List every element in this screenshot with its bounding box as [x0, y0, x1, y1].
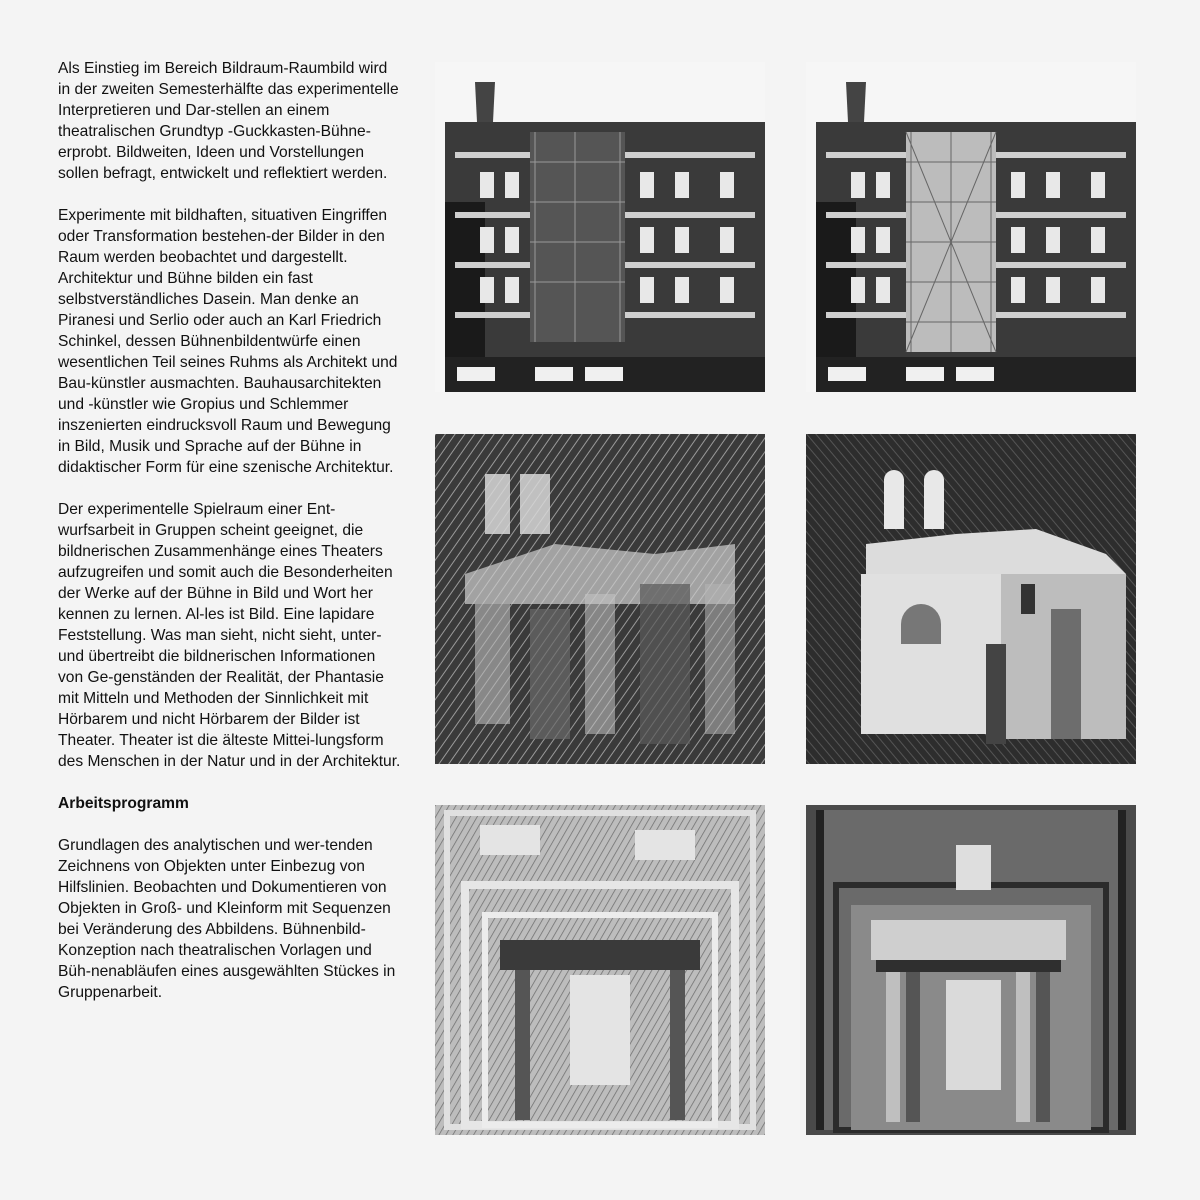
facade-photo-dark: [435, 62, 765, 392]
facade-photo-light-graphic: [806, 62, 1136, 392]
paragraph-intro: Als Einstieg im Bereich Bildraum-Raumbild wird in der zweiten Semesterhälfte das experimentelle Interpretieren und Dar-stellen an einem theatralischen Grundtyp -Guckkasten-Bühne- erprobt. Bildweiten, Ideen und Vorstellungen sollen befragt, entwickelt und reflektiert werden.: [58, 60, 399, 182]
charcoal-sketch-facade-rough: [435, 434, 765, 764]
charcoal-sketch-stage-frames: [806, 805, 1136, 1135]
charcoal-sketch-facade-rough-graphic: [435, 434, 765, 764]
text-column: [58, 58, 403, 1024]
charcoal-sketch-facade-refined: [806, 434, 1136, 764]
heading-arbeitsprogramm: Arbeitsprogramm: [58, 795, 189, 812]
paragraph-spielraum: Der experimentelle Spielraum einer Ent-wurfsarbeit in Gruppen scheint geeignet, die bildnerischen Zusammenhänge eines Theaters aufzugreifen und somit auch die Besonderheiten der Werke auf der Bühne in Bild und Wort her kennen zu lernen. Al-les ist Bild. Eine lapidare Feststellung. Was man sieht, nicht sieht, unter- und übertreibt die bildnerischen Informationen von Ge-genständen der Realität, der Phantasie mit Mitteln und Methoden der Sinnlichkeit mit Hörbarem und nicht Hörbarem der Bilder ist Theater. Theater ist die älteste Mittei-lungsform des Menschen in der Natur und in der Architektur.: [58, 501, 401, 770]
facade-photo-light: [806, 62, 1136, 392]
facade-photo-dark-graphic: [435, 62, 765, 392]
charcoal-sketch-stage-frames-graphic: [806, 805, 1136, 1135]
paragraph-program: Grundlagen des analytischen und wer-tenden Zeichnens von Objekten unter Einbezug von Hilfslinien. Beobachten und Dokumentieren von Objekten in Groß- und Kleinform mit Sequenzen bei Veränderung des Abbildens. Bühnenbild-Konzeption nach theatralischen Vorlagen und Büh-nenabläufen eines ausgewählten Stückes in Gruppenarbeit.: [58, 837, 396, 1001]
charcoal-sketch-facade-refined-graphic: [806, 434, 1136, 764]
paragraph-experiments: Experimente mit bildhaften, situativen Eingriffen oder Transformation bestehen-der Bilder in den Raum werden beobachtet und dargestellt. Architektur und Bühne bilden ein fast selbstverständliches Dasein. Man denke an Piranesi und Serlio oder auch an Karl Friedrich Schinkel, dessen Bühnenbildentwürfe einen wesentlichen Teil seines Ruhms als Architekt und Bau-künstler ausmachten. Bauhausarchitekten und -künstler wie Gropius und Schlemmer inszenierten eindrucksvoll Raum und Bewegung in Bild, Musik und Sprache auf der Bühne in didaktischer Form für eine szenische Architektur.: [58, 207, 398, 476]
pencil-sketch-stage-frames-graphic: [435, 805, 765, 1135]
pencil-sketch-stage-frames: [435, 805, 765, 1135]
